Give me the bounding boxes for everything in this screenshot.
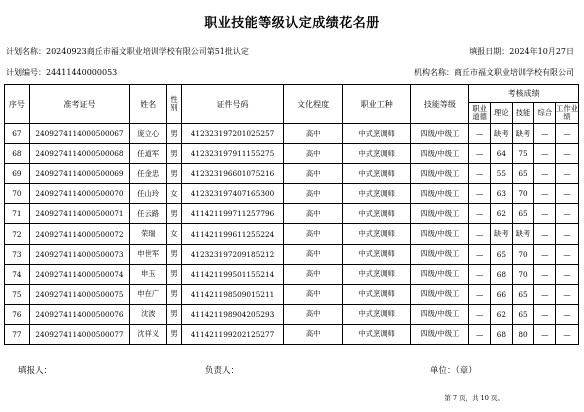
cell-moral: — <box>469 284 491 304</box>
cell-skill: 65 <box>512 164 534 184</box>
cell-theory: 缺考 <box>490 124 512 144</box>
cell-id-no: 411421199202125277 <box>181 324 283 344</box>
cell-skill: 70 <box>512 264 534 284</box>
cell-moral: — <box>469 184 491 204</box>
cell-work-performance: — <box>556 324 579 344</box>
cell-education: 高中 <box>284 264 343 284</box>
cell-level: 四级/中级工 <box>411 264 469 284</box>
plan-number-value: 24411440000053 <box>46 68 118 77</box>
cell-moral: — <box>469 164 491 184</box>
col-header-comprehensive: 综合 <box>534 103 556 124</box>
cell-education: 高中 <box>284 184 343 204</box>
cell-moral: — <box>469 204 491 224</box>
cell-work-performance: — <box>556 224 579 244</box>
cell-name: 庞立心 <box>130 124 167 144</box>
cell-name: 任云路 <box>130 204 167 224</box>
table-row <box>5 264 579 284</box>
cell-id-no: 412323197209185212 <box>181 244 283 264</box>
table-row <box>5 324 579 344</box>
plan-number-label: 计划编号： <box>6 68 46 77</box>
cell-theory: 63 <box>490 184 512 204</box>
cell-comprehensive: — <box>534 264 556 284</box>
cell-exam-no: 2409274114000500067 <box>29 124 129 144</box>
cell-occupation: 中式烹调师 <box>343 264 411 284</box>
cell-seq: 69 <box>5 164 30 184</box>
cell-gender: 男 <box>167 164 181 184</box>
table-row <box>5 164 579 184</box>
cell-id-no: 412323197201025257 <box>181 124 283 144</box>
cell-comprehensive: — <box>534 244 556 264</box>
cell-id-no: 411421199611255224 <box>181 224 283 244</box>
cell-theory: 68 <box>490 264 512 284</box>
cell-education: 高中 <box>284 164 343 184</box>
cell-skill: 65 <box>512 204 534 224</box>
col-header-moral: 职业道德 <box>469 103 491 124</box>
cell-education: 高中 <box>284 224 343 244</box>
cell-occupation: 中式烹调师 <box>343 164 411 184</box>
col-header-scores-group: 考核成绩 <box>469 85 579 103</box>
cell-gender: 女 <box>167 184 181 204</box>
org-name-line <box>414 67 574 78</box>
cell-exam-no: 2409274114000500076 <box>29 304 129 324</box>
cell-gender: 女 <box>167 224 181 244</box>
cell-id-no: 412323197407165300 <box>181 184 283 204</box>
col-header-seq: 序号 <box>5 85 30 124</box>
cell-name: 沈祥义 <box>130 324 167 344</box>
owner-signature-label: 负责人： <box>205 366 240 376</box>
cell-name: 申世军 <box>130 244 167 264</box>
cell-seq: 76 <box>5 304 30 324</box>
cell-theory: 缺考 <box>490 224 512 244</box>
cell-work-performance: — <box>556 264 579 284</box>
table-row <box>5 284 579 304</box>
col-header-name: 姓名 <box>130 85 167 124</box>
cell-gender: 男 <box>167 284 181 304</box>
cell-level: 四级/中级工 <box>411 184 469 204</box>
col-header-theory: 理论 <box>490 103 512 124</box>
cell-moral: — <box>469 304 491 324</box>
cell-theory: 62 <box>490 204 512 224</box>
cell-theory: 55 <box>490 164 512 184</box>
cell-moral: — <box>469 324 491 344</box>
cell-moral: — <box>469 144 491 164</box>
cell-gender: 男 <box>167 324 181 344</box>
cell-id-no: 412323197911155275 <box>181 144 283 164</box>
col-header-exam-no: 准考证号 <box>29 85 129 124</box>
cell-comprehensive: — <box>534 184 556 204</box>
cell-seq: 73 <box>5 244 30 264</box>
cell-name: 任金忠 <box>130 164 167 184</box>
cell-comprehensive: — <box>534 144 556 164</box>
cell-seq: 72 <box>5 224 30 244</box>
fill-date-label: 填报日期： <box>469 47 510 56</box>
cell-skill: 缺考 <box>512 224 534 244</box>
cell-id-no: 411421199711257796 <box>181 204 283 224</box>
cell-education: 高中 <box>284 124 343 144</box>
cell-skill: 75 <box>512 144 534 164</box>
cell-name: 沈波 <box>130 304 167 324</box>
cell-work-performance: — <box>556 304 579 324</box>
cell-moral: — <box>469 224 491 244</box>
table-row <box>5 184 579 204</box>
cell-moral: — <box>469 264 491 284</box>
cell-level: 四级/中级工 <box>411 224 469 244</box>
cell-gender: 男 <box>167 124 181 144</box>
org-name-label: 机构名称： <box>414 68 454 77</box>
cell-exam-no: 2409274114000500073 <box>29 244 129 264</box>
cell-level: 四级/中级工 <box>411 304 469 324</box>
col-header-work-performance: 工作业绩 <box>556 103 579 124</box>
cell-skill: 70 <box>512 244 534 264</box>
cell-skill: 65 <box>512 284 534 304</box>
cell-work-performance: — <box>556 244 579 264</box>
cell-gender: 男 <box>167 304 181 324</box>
cell-exam-no: 2409274114000500074 <box>29 264 129 284</box>
col-header-gender: 性别 <box>167 85 181 124</box>
cell-occupation: 中式烹调师 <box>343 224 411 244</box>
cell-education: 高中 <box>284 144 343 164</box>
cell-seq: 67 <box>5 124 30 144</box>
cell-exam-no: 2409274114000500069 <box>29 164 129 184</box>
cell-skill: 65 <box>512 304 534 324</box>
cell-comprehensive: — <box>534 224 556 244</box>
cell-id-no: 411421198509015211 <box>181 284 283 304</box>
cell-theory: 65 <box>490 244 512 264</box>
cell-exam-no: 2409274114000500071 <box>29 204 129 224</box>
cell-comprehensive: — <box>534 164 556 184</box>
cell-level: 四级/中级工 <box>411 244 469 264</box>
cell-occupation: 中式烹调师 <box>343 124 411 144</box>
page-title: 职业技能等级认定成绩花名册 <box>204 16 380 31</box>
col-header-level: 技能等级 <box>411 85 469 124</box>
col-header-education: 文化程度 <box>284 85 343 124</box>
cell-exam-no: 2409274114000500077 <box>29 324 129 344</box>
table-row <box>5 304 579 324</box>
cell-occupation: 中式烹调师 <box>343 284 411 304</box>
cell-id-no: 411421198904205293 <box>181 304 283 324</box>
cell-theory: 64 <box>490 144 512 164</box>
cell-seq: 70 <box>5 184 30 204</box>
cell-name: 荣瑞 <box>130 224 167 244</box>
cell-gender: 男 <box>167 144 181 164</box>
table-row <box>5 224 579 244</box>
cell-work-performance: — <box>556 164 579 184</box>
cell-name: 任山玲 <box>130 184 167 204</box>
cell-level: 四级/中级工 <box>411 144 469 164</box>
cell-work-performance: — <box>556 144 579 164</box>
cell-education: 高中 <box>284 204 343 224</box>
cell-exam-no: 2409274114000500068 <box>29 144 129 164</box>
cell-education: 高中 <box>284 324 343 344</box>
cell-id-no: 411421199501155214 <box>181 264 283 284</box>
org-name-value: 商丘市福文职业培训学校有限公司 <box>454 68 574 77</box>
cell-moral: — <box>469 124 491 144</box>
cell-gender: 男 <box>167 264 181 284</box>
cell-comprehensive: — <box>534 324 556 344</box>
table-row <box>5 204 579 224</box>
cell-name: 申玉 <box>130 264 167 284</box>
cell-level: 四级/中级工 <box>411 204 469 224</box>
cell-occupation: 中式烹调师 <box>343 204 411 224</box>
cell-occupation: 中式烹调师 <box>343 304 411 324</box>
cell-exam-no: 2409274114000500070 <box>29 184 129 204</box>
plan-name-label: 计划名称： <box>6 47 46 56</box>
cell-work-performance: — <box>556 184 579 204</box>
cell-seq: 77 <box>5 324 30 344</box>
cell-education: 高中 <box>284 304 343 324</box>
cell-comprehensive: — <box>534 284 556 304</box>
plan-name-value: 20240923商丘市福文职业培训学校有限公司第51批认定 <box>46 47 249 56</box>
col-header-skill: 技能 <box>512 103 534 124</box>
cell-seq: 75 <box>5 284 30 304</box>
cell-name: 任道军 <box>130 144 167 164</box>
cell-theory: 66 <box>490 284 512 304</box>
cell-gender: 男 <box>167 204 181 224</box>
cell-occupation: 中式烹调师 <box>343 244 411 264</box>
cell-occupation: 中式烹调师 <box>343 184 411 204</box>
cell-occupation: 中式烹调师 <box>343 144 411 164</box>
cell-level: 四级/中级工 <box>411 164 469 184</box>
col-header-id-no: 证件号码 <box>181 85 283 124</box>
cell-work-performance: — <box>556 124 579 144</box>
cell-skill: 70 <box>512 184 534 204</box>
cell-skill: 80 <box>512 324 534 344</box>
cell-level: 四级/中级工 <box>411 124 469 144</box>
cell-theory: 62 <box>490 304 512 324</box>
cell-level: 四级/中级工 <box>411 284 469 304</box>
cell-name: 申在广 <box>130 284 167 304</box>
cell-exam-no: 2409274114000500075 <box>29 284 129 304</box>
cell-theory: 68 <box>490 324 512 344</box>
fill-date-value: 2024年10月27日 <box>509 47 574 56</box>
filler-signature-label: 填报人： <box>18 366 53 376</box>
cell-seq: 71 <box>5 204 30 224</box>
cell-education: 高中 <box>284 244 343 264</box>
cell-exam-no: 2409274114000500072 <box>29 224 129 244</box>
page-indicator: 第 7 页，共 10 页。 <box>444 394 504 402</box>
col-header-occupation: 职业工种 <box>343 85 411 124</box>
cell-gender: 男 <box>167 244 181 264</box>
fill-date-line <box>469 46 574 57</box>
cell-seq: 74 <box>5 264 30 284</box>
cell-skill: 缺考 <box>512 124 534 144</box>
cell-level: 四级/中级工 <box>411 324 469 344</box>
cell-id-no: 412323196601075216 <box>181 164 283 184</box>
cell-comprehensive: — <box>534 204 556 224</box>
table-row <box>5 124 579 144</box>
table-row <box>5 244 579 264</box>
cell-work-performance: — <box>556 204 579 224</box>
plan-name-line <box>6 46 249 57</box>
cell-education: 高中 <box>284 284 343 304</box>
cell-moral: — <box>469 244 491 264</box>
cell-comprehensive: — <box>534 304 556 324</box>
table-row <box>5 144 579 164</box>
cell-comprehensive: — <box>534 124 556 144</box>
cell-work-performance: — <box>556 284 579 304</box>
cell-seq: 68 <box>5 144 30 164</box>
plan-number-line <box>6 67 117 78</box>
score-roster-table <box>4 84 579 345</box>
unit-stamp-label: 单位：（章） <box>430 366 477 376</box>
cell-occupation: 中式烹调师 <box>343 324 411 344</box>
